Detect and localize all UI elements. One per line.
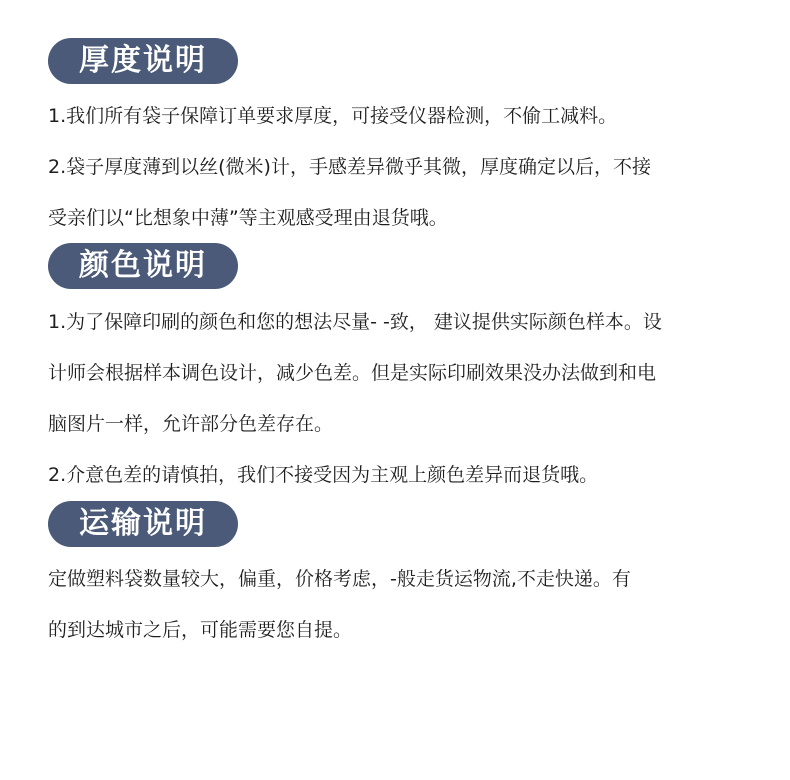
section-header-color: 颜色说明 [48, 243, 238, 289]
thickness-line-2: 2.袋子厚度薄到以丝(微米)计，手感差异微乎其微，厚度确定以后，不接 [48, 156, 651, 178]
color-line-3: 脑图片一样，允许部分色差存在。 [48, 413, 334, 435]
color-line-4: 2.介意色差的请慎拍，我们不接受因为主观上颜色差异而退货哦。 [48, 464, 599, 486]
section-header-thickness: 厚度说明 [48, 38, 238, 84]
shipping-line-1: 定做塑料袋数量较大，偏重，价格考虑，-般走货运物流,不走快递。有 [48, 568, 631, 590]
color-line-2: 计师会根据样本调色设计，减少色差。但是实际印刷效果没办法做到和电 [48, 362, 657, 384]
color-line-1: 1.为了保障印刷的颜色和您的想法尽量- -致， 建议提供实际颜色样本。设 [48, 311, 662, 333]
thickness-line-3: 受亲们以“比想象中薄”等主观感受理由退货哦。 [48, 207, 448, 229]
section-header-shipping: 运输说明 [48, 501, 238, 547]
thickness-line-1: 1.我们所有袋子保障订单要求厚度，可接受仪器检测，不偷工减料。 [48, 105, 618, 127]
shipping-line-2: 的到达城市之后，可能需要您自提。 [48, 619, 353, 641]
